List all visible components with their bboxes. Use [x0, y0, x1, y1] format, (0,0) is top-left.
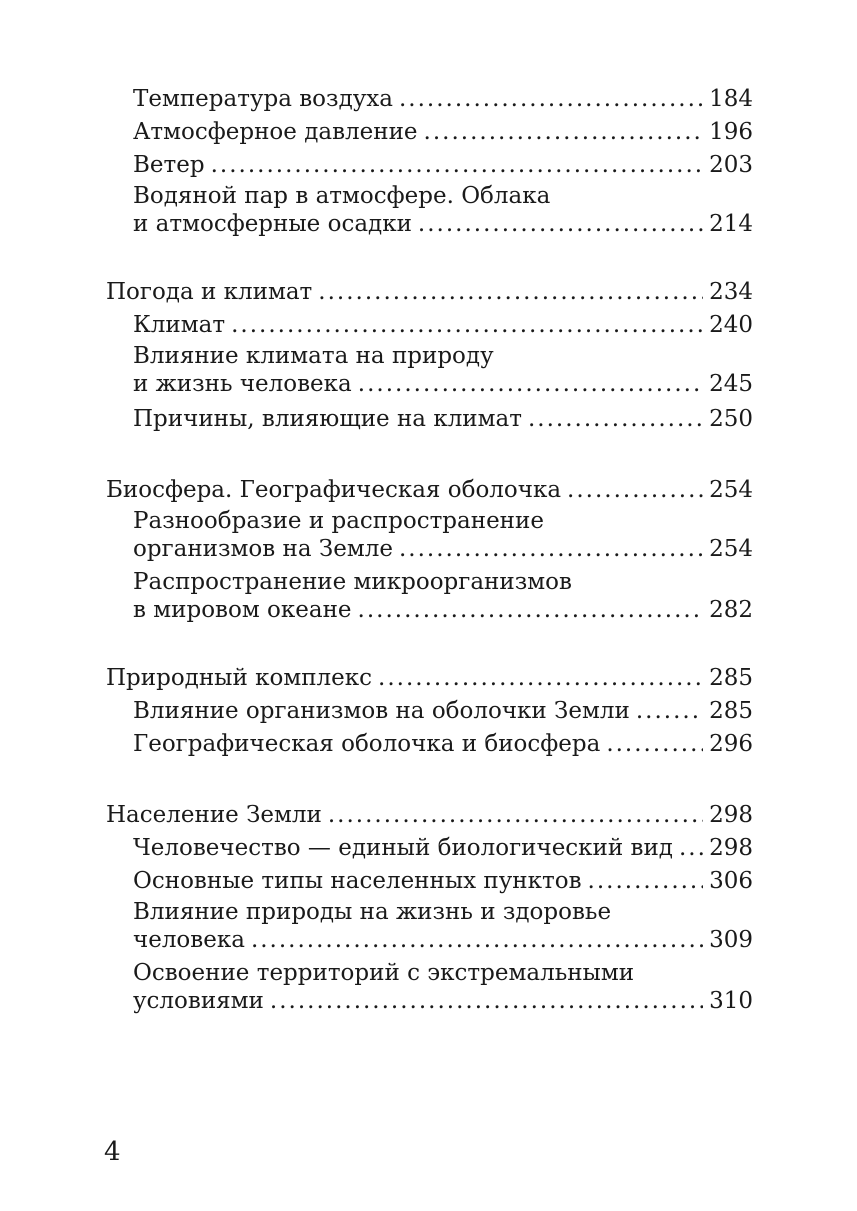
toc-entry[interactable] [133, 959, 753, 1015]
toc-entry-row [133, 987, 753, 1015]
toc-entry-title: Температура воздуха [133, 86, 393, 112]
toc-entry-page-number: 296 [709, 731, 753, 757]
toc-entry-title: Природный комплекс [106, 665, 373, 691]
toc-entry-title: в мировом океане [133, 597, 352, 623]
toc-entry[interactable] [133, 182, 753, 238]
toc-entry[interactable] [133, 898, 753, 954]
toc-section [106, 799, 753, 1015]
toc-entry-title: человека [133, 927, 245, 953]
toc-entry[interactable] [133, 309, 753, 342]
dot-leader [318, 276, 703, 309]
toc-entry-page-number: 298 [709, 802, 753, 828]
toc-entry-title: Влияние организмов на оболочки Земли [133, 698, 630, 724]
toc-entry-title: Климат [133, 312, 226, 338]
toc-entry[interactable] [133, 832, 753, 865]
toc-entry-page-number: 214 [709, 211, 753, 237]
toc-entry-title: Человечество — единый биологический вид [133, 835, 673, 861]
toc-entry-row [133, 596, 753, 624]
dot-leader [270, 987, 703, 1015]
toc-entry-row [133, 728, 753, 761]
toc-entry-title-line1: Влияние природы на жизнь и здоровье [133, 899, 612, 925]
toc-entry-title: условиями [133, 988, 264, 1014]
dot-leader [567, 474, 703, 507]
toc-entry[interactable] [133, 83, 753, 116]
dot-leader [399, 83, 703, 116]
toc-entry-row [133, 149, 753, 182]
toc-section [106, 276, 753, 436]
toc-entry-page-number: 298 [709, 835, 753, 861]
dot-leader [399, 535, 703, 563]
table-of-contents [106, 83, 753, 1053]
dot-leader [424, 116, 704, 149]
toc-section [106, 474, 753, 624]
toc-entry[interactable] [133, 403, 753, 436]
toc-entry-title-line1: Разнообразие и распространение [133, 508, 544, 534]
toc-entry-title-line1: Распространение микроорганизмов [133, 569, 572, 595]
toc-entry-title-line1: Влияние климата на природу [133, 343, 494, 369]
toc-entry-title: Погода и климат [106, 279, 313, 305]
toc-entry-row [133, 403, 753, 436]
toc-entry-page-number: 234 [709, 279, 753, 305]
toc-entry-page-number: 254 [709, 536, 753, 562]
dot-leader [418, 210, 703, 238]
dot-leader [211, 149, 704, 182]
toc-entry-row [133, 210, 753, 238]
dot-leader [588, 865, 704, 898]
toc-entry-page-number: 282 [709, 597, 753, 623]
toc-entry-row [133, 865, 753, 898]
toc-entry-row [106, 799, 753, 832]
toc-entry-title: организмов на Земле [133, 536, 393, 562]
toc-section [106, 83, 753, 238]
toc-entry-page-number: 184 [709, 86, 753, 112]
toc-entry-row [133, 116, 753, 149]
toc-entry-row [133, 832, 753, 865]
toc-entry-row [106, 474, 753, 507]
toc-entry-title-line1: Водяной пар в атмосфере. Облака [133, 183, 551, 209]
toc-entry-row [133, 695, 753, 728]
toc-entry-page-number: 245 [709, 371, 753, 397]
dot-leader [358, 596, 704, 624]
toc-entry-page-number: 309 [709, 927, 753, 953]
toc-entry-title: Причины, влияющие на климат [133, 406, 522, 432]
toc-entry[interactable] [133, 342, 753, 398]
toc-entry-row [133, 535, 753, 563]
dot-leader [528, 403, 703, 436]
toc-entry[interactable] [133, 728, 753, 761]
toc-entry-row [106, 662, 753, 695]
toc-entry-row [133, 83, 753, 116]
toc-entry[interactable] [106, 276, 753, 309]
toc-section [106, 662, 753, 761]
toc-entry[interactable] [133, 507, 753, 563]
toc-entry-page-number: 310 [709, 988, 753, 1014]
toc-entry-page-number: 306 [709, 868, 753, 894]
toc-entry-page-number: 250 [709, 406, 753, 432]
toc-entry-title-line1: Освоение территорий с экстремальными [133, 960, 635, 986]
toc-entry[interactable] [133, 695, 753, 728]
dot-leader [328, 799, 703, 832]
dot-leader [378, 662, 703, 695]
toc-entry[interactable] [106, 799, 753, 832]
toc-entry[interactable] [133, 149, 753, 182]
toc-entry-title: и жизнь человека [133, 371, 352, 397]
dot-leader [251, 926, 703, 954]
toc-entry-title: Атмосферное давление [133, 119, 418, 145]
toc-entry-page-number: 203 [709, 152, 753, 178]
toc-entry-title: и атмосферные осадки [133, 211, 412, 237]
toc-entry[interactable] [106, 662, 753, 695]
toc-entry-page-number: 196 [709, 119, 753, 145]
toc-entry[interactable] [106, 474, 753, 507]
toc-entry-title: Географическая оболочка и биосфера [133, 731, 601, 757]
toc-entry-title: Основные типы населенных пунктов [133, 868, 582, 894]
dot-leader [606, 728, 703, 761]
toc-entry-row [133, 926, 753, 954]
toc-entry-title: Биосфера. Географическая оболочка [106, 477, 562, 503]
toc-entry-page-number: 285 [709, 665, 753, 691]
dot-leader [231, 309, 703, 342]
toc-entry-row [133, 309, 753, 342]
page-number-footer: 4 [104, 1137, 121, 1167]
toc-entry-row [106, 276, 753, 309]
toc-entry[interactable] [133, 116, 753, 149]
dot-leader [358, 370, 703, 398]
toc-entry-page-number: 240 [709, 312, 753, 338]
toc-entry-title: Ветер [133, 152, 205, 178]
toc-entry-row [133, 370, 753, 398]
toc-entry-page-number: 254 [709, 477, 753, 503]
toc-entry-title: Население Земли [106, 802, 322, 828]
dot-leader [636, 695, 703, 728]
dot-leader [679, 832, 703, 865]
toc-entry-page-number: 285 [709, 698, 753, 724]
toc-entry[interactable] [133, 568, 753, 624]
toc-entry[interactable] [133, 865, 753, 898]
